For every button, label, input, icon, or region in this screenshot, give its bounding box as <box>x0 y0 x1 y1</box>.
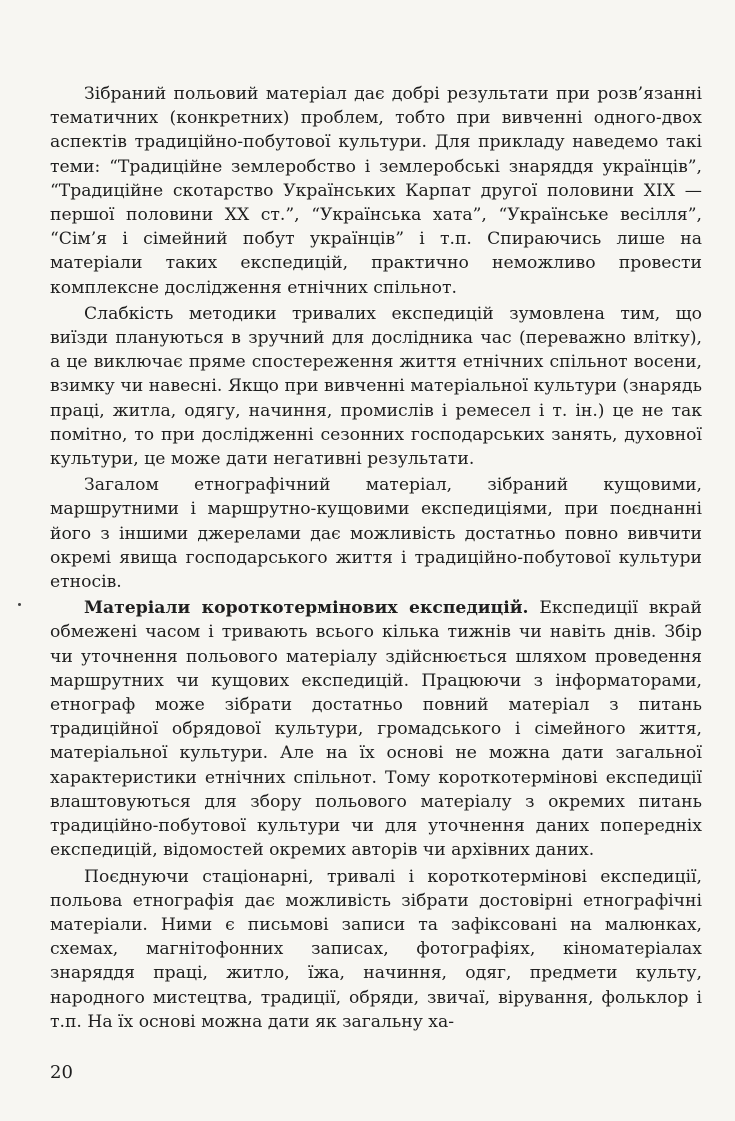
paragraph-2 <box>50 302 702 471</box>
section-heading: Матеріали короткотермінових експедицій. <box>84 598 529 619</box>
paragraph-text: Експедиції вкрай обмежені часом і тривають всього кілька тижнів чи навіть днів. Збір чи уточнення польового матеріалу здійснюється шляхом проведення маршрутних чи кущових експедицій. Працюючи з інформаторами, етнограф може зібрати достатньо повний матеріал з питань традиційної обрядової культури, громадського і сімейного життя, матеріальної культури. Але на їх основі не можна дати загальної характеристики етнічних спільнот. Тому короткотермінові експедиції влаштовуються для збору польового матеріалу з окремих питань традиційно-побутової культури чи для уточнення даних попередніх експедицій, відомостей окремих авторів чи архівних даних. <box>50 598 702 861</box>
paragraph-text: Поєднуючи стаціонарні, тривалі і короткотермінові експедиції, польова етнографія дає можливість зібрати достовірні етнографічні матеріали. Ними є письмові записи та зафіксовані на малюнках, схемах, магнітофонних записах, фотографіях, кіноматеріалах знаряддя праці, житло, їжа, начиння, одяг, предмети культу, народного мистецтва, традиції, обряди, звичаї, вірування, фольклор і т.п. На їх основі можна дати як загальну ха- <box>50 866 702 1032</box>
page-body <box>50 82 702 1034</box>
paragraph-3 <box>50 473 702 594</box>
page-number: 20 <box>50 1062 73 1083</box>
paragraph-text: Слабкість методики тривалих експедицій зумовлена тим, що виїзди плануються в зручний для дослідника час (переважно влітку), а це виключає пряме спостереження життя етнічних спільнот восени, взимку чи навесні. Якщо при вивченні матеріальної культури (знарядь праці, житла, одягу, начиння, промислів і ремесел і т. ін.) це не так помітно, то при дослідженні сезонних господарських занять, духовної культури, це може дати негативні результати. <box>50 303 702 470</box>
paragraph-5 <box>50 865 702 1034</box>
margin-mark <box>18 603 21 606</box>
paragraph-1 <box>50 82 702 300</box>
paragraph-text: Зібраний польовий матеріал дає добрі результати при розв’язанні тематичних (конкретних) проблем, тобто при вивченні одного-двох аспектів традиційно-побутової культури. Для прикладу наведемо такі теми: “Традиційне землеробство і землеробські знаряддя українців”, “Традиційне скотарство Українських Карпат другої половини XIX — першої половини XX ст.”, “Українська хата”, “Українське весілля”, “Сім’я і сімейний побут українців” і т.п. Спираючись лише на матеріали таких експедицій, практично неможливо провести комплексне дослідження етнічних спільнот. <box>50 84 702 298</box>
paragraph-4 <box>50 596 702 862</box>
paragraph-text: Загалом етнографічний матеріал, зібраний кущовими, маршрутними і маршрутно-кущовими експедиціями, при поєднанні його з іншими джерелами дає можливість достатньо повно вивчити окремі явища господарського життя і традиційно-побутової культури етносів. <box>50 475 702 593</box>
